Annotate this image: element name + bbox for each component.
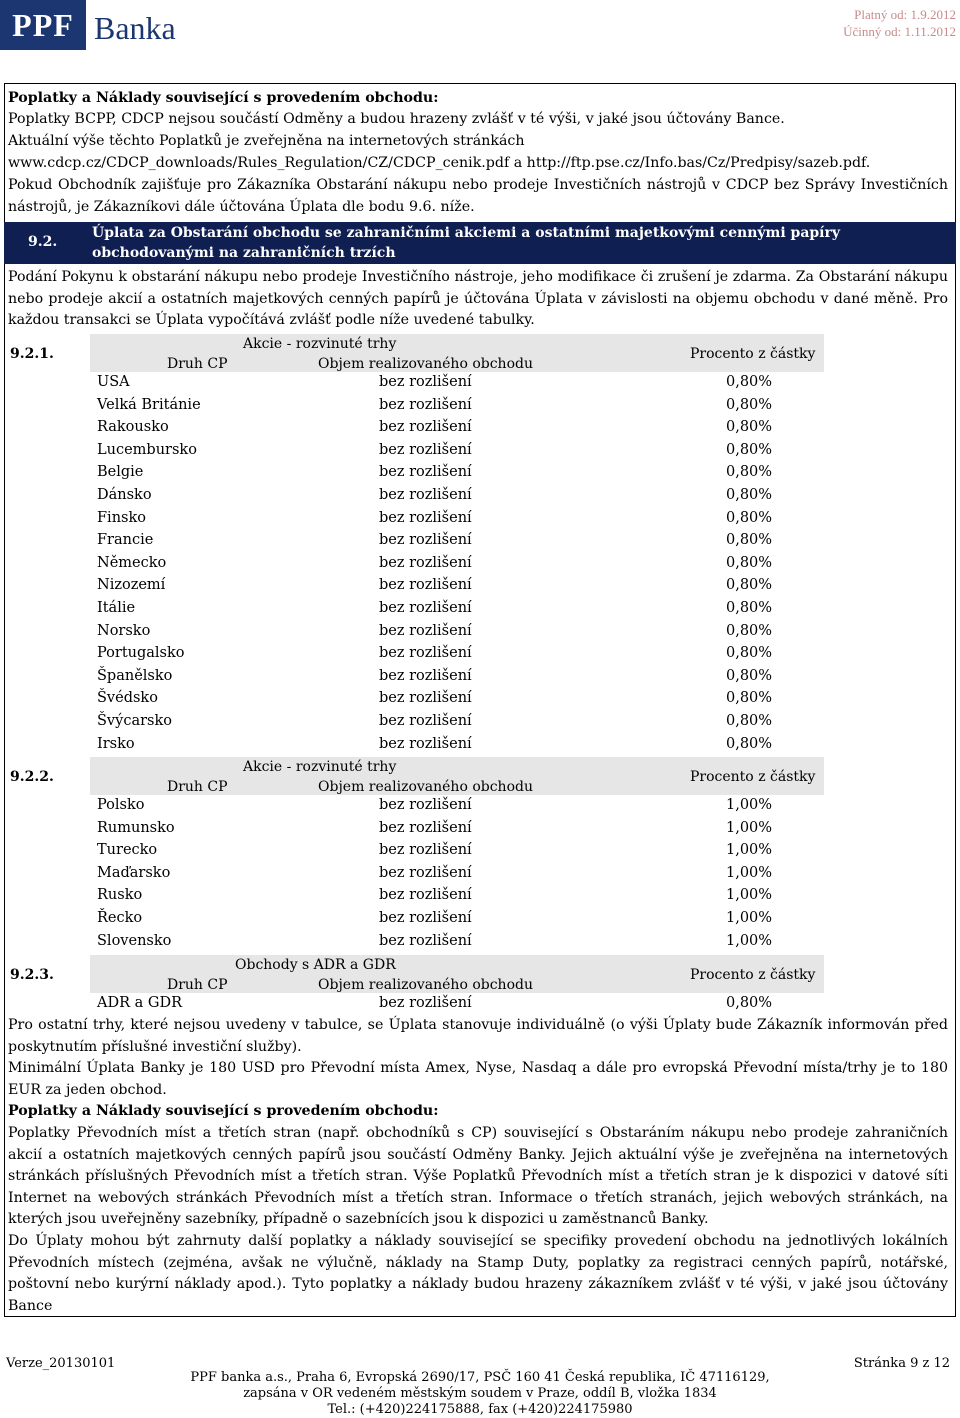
column-header-volume: Objem realizovaného obchodu — [318, 779, 533, 795]
country-cell: Německo — [97, 554, 167, 571]
percent-cell: 0,80% — [726, 509, 773, 526]
paragraph-additional-fees: Do Úplaty mohou být zahrnuty další poplatky a náklady související se specifiky provedení obchodu na jednotlivých lokálních Převodních místech (zejména, avšak ne výlučně, náklady na Stamp Duty, poplatky za registraci cenných papírů, notářské, poštovní nebo kurýrní náklady apod.). Tyto poplatky a náklady budou hrazeny zákazníkem zvlášť v té výši, v jaké jsou účtovány Bance — [8, 1233, 948, 1314]
intro-heading: Poplatky a Náklady související s provedením obchodu: — [8, 90, 439, 106]
column-header-volume: Objem realizovaného obchodu — [318, 977, 533, 993]
volume-cell: bez rozlišení — [379, 577, 472, 594]
column-header-type: Druh CP — [167, 356, 228, 372]
column-header-volume: Objem realizovaného obchodu — [318, 356, 533, 372]
country-cell: ADR a GDR — [97, 995, 183, 1011]
company-contact: Tel.: (+420)224175888, fax (+420)224175980 — [327, 1402, 633, 1417]
country-cell: Lucembursko — [97, 441, 197, 458]
percent-cell: 0,80% — [726, 645, 773, 662]
percent-cell: 1,00% — [726, 819, 773, 836]
logo-text: Banka — [94, 10, 176, 46]
column-header-percent: Procento z částky — [690, 967, 816, 983]
volume-cell: bez rozlišení — [379, 464, 472, 481]
intro-line-4: Pokud Obchodník zajišťuje pro Zákazníka Obstarání nákupu nebo prodeje Investičních nástrojů v CDCP bez Správy Investičních nástrojů, je Zákazníkovi dále účtována Úplata dle bodu 9.6. níže. — [8, 177, 948, 215]
volume-cell: bez rozlišení — [379, 819, 472, 836]
country-cell: Turecko — [97, 842, 158, 859]
country-cell: Francie — [97, 532, 154, 549]
country-cell: Polsko — [97, 797, 145, 813]
percent-cell: 1,00% — [726, 864, 773, 881]
country-cell: Norsko — [97, 622, 151, 639]
percent-cell: 0,80% — [726, 464, 773, 481]
percent-cell: 0,80% — [726, 667, 773, 684]
volume-cell: bez rozlišení — [379, 554, 472, 571]
table-group-label: Obchody s ADR a GDR — [235, 957, 396, 973]
paragraph-minimum-fee: Minimální Úplata Banky je 180 USD pro Převodní místa Amex, Nyse, Nasdaq a dále pro evropská Převodní místa/trhy je to 180 EUR za jeden obchod. — [8, 1060, 948, 1098]
percent-cell: 0,80% — [726, 735, 773, 752]
validity-dates — [843, 6, 956, 40]
fees-heading: Poplatky a Náklady související s provedením obchodu: — [8, 1103, 439, 1119]
volume-cell: bez rozlišení — [379, 797, 472, 813]
valid-from: Platný od: 1.9.2012 — [854, 7, 956, 22]
percent-cell: 1,00% — [726, 887, 773, 904]
country-cell: Maďarsko — [97, 864, 171, 881]
paragraph-third-party-fees: Poplatky Převodních míst a třetích stran (např. obchodníků s CP) související s Obstaráním nákupu nebo prodeje zahraničních akcií a ostatních majetkových cenných papírů jsou součástí Odměny Banky. Jejich aktuální výše je zveřejněna na internetových stránkách příslušných Převodních míst a třetích stran. Výše Poplatků Převodních míst a třetích stran je k dispozici v datové síti Internet na webových stránkách Převodních míst a třetích stran. Informace o třetích stranách, jejich webových stránkách, na kterých jsou uveřejněny sazebníky, případně o sazebnících jsou k dispozici u zaměstnanců Banky. — [8, 1125, 948, 1228]
volume-cell: bez rozlišení — [379, 713, 472, 729]
percent-cell: 0,80% — [726, 577, 773, 594]
table-number: 9.2.1. — [10, 346, 54, 362]
volume-cell: bez rozlišení — [379, 419, 472, 436]
volume-cell: bez rozlišení — [379, 887, 472, 904]
country-cell: Belgie — [97, 464, 144, 481]
volume-cell: bez rozlišení — [379, 864, 472, 881]
company-address: PPF banka a.s., Praha 6, Evropská 2690/17, PSČ 160 41 Česká republika, IČ 47116129, — [190, 1370, 770, 1385]
intro-line-3: www.cdcp.cz/CDCP_downloads/Rules_Regulation/CZ/CDCP_cenik.pdf a http://ftp.pse.cz/Info.bas/Cz/Predpisy/sazeb.pdf. — [8, 155, 871, 171]
country-cell: Itálie — [97, 600, 136, 616]
intro-line-2: Aktuální výše těchto Poplatků je zveřejněna na internetových stránkách — [8, 133, 525, 149]
column-header-type: Druh CP — [167, 977, 228, 993]
percent-cell: 0,80% — [726, 487, 773, 503]
country-cell: Dánsko — [97, 487, 152, 503]
volume-cell: bez rozlišení — [379, 374, 472, 390]
company-info — [0, 1370, 960, 1418]
volume-cell: bez rozlišení — [379, 667, 472, 684]
volume-cell: bez rozlišení — [379, 600, 472, 616]
section-number: 9.2. — [28, 234, 58, 250]
volume-cell: bez rozlišení — [379, 396, 472, 413]
page-number: Stránka 9 z 12 — [853, 1356, 950, 1371]
percent-cell: 0,80% — [726, 419, 773, 436]
country-cell: Rusko — [97, 887, 143, 904]
volume-cell: bez rozlišení — [379, 441, 472, 458]
ppf-banka-logo — [0, 0, 178, 50]
version-label: Verze_20130101 — [6, 1356, 116, 1371]
table-group-label: Akcie - rozvinuté trhy — [243, 336, 397, 352]
country-cell: Nizozemí — [97, 577, 166, 594]
company-registry: zapsána v OR vedeném městským soudem v Praze, oddíl B, vložka 1834 — [243, 1386, 717, 1401]
country-cell: Švýcarsko — [97, 713, 172, 729]
table-group-label: Akcie - rozvinuté trhy — [243, 759, 397, 775]
section-header — [4, 222, 956, 264]
table-number: 9.2.3. — [10, 967, 54, 983]
country-cell: Velká Británie — [97, 396, 201, 413]
country-cell: Finsko — [97, 509, 146, 526]
intro-line-1: Poplatky BCPP, CDCP nejsou součástí Odměny a budou hrazeny zvlášť v té výši, v jaké jsou účtovány Bance. — [8, 111, 785, 127]
column-header-percent: Procento z částky — [690, 346, 816, 362]
section-body: Podání Pokynu k obstarání nákupu nebo prodeje Investičního nástroje, jeho modifikace či zrušení je zdarma. Za Obstarání nákupu nebo prodeje akcií a ostatních majetkových cenných papírů je účtována Úplata v závislosti na objemu obchodu v dané měně. Pro každou transakci se Úplata vypočítává zvlášť podle níže uvedené tabulky. — [8, 269, 948, 329]
country-cell: Slovensko — [97, 932, 172, 949]
volume-cell: bez rozlišení — [379, 910, 472, 926]
percent-cell: 1,00% — [726, 932, 773, 949]
volume-cell: bez rozlišení — [379, 932, 472, 949]
percent-cell: 0,80% — [726, 600, 773, 616]
effective-from: Účinný od: 1.11.2012 — [843, 24, 956, 39]
country-cell: Rakousko — [97, 419, 169, 436]
percent-cell: 0,80% — [726, 396, 773, 413]
percent-cell: 0,80% — [726, 374, 773, 390]
volume-cell: bez rozlišení — [379, 622, 472, 639]
section-title: Úplata za Obstarání obchodu se zahraničními akciemi a ostatními majetkovými cennými papíry obchodovanými na zahraničních trzích — [92, 225, 841, 261]
volume-cell: bez rozlišení — [379, 842, 472, 859]
volume-cell: bez rozlišení — [379, 690, 472, 707]
percent-cell: 0,80% — [726, 532, 773, 549]
table-number: 9.2.2. — [10, 769, 54, 785]
percent-cell: 0,80% — [726, 713, 773, 729]
country-cell: USA — [97, 374, 130, 390]
volume-cell: bez rozlišení — [379, 995, 472, 1011]
country-cell: Švédsko — [97, 690, 158, 707]
percent-cell: 0,80% — [726, 441, 773, 458]
column-header-percent: Procento z částky — [690, 769, 816, 785]
country-cell: Irsko — [97, 735, 135, 752]
volume-cell: bez rozlišení — [379, 645, 472, 662]
percent-cell: 1,00% — [726, 910, 773, 926]
volume-cell: bez rozlišení — [379, 509, 472, 526]
volume-cell: bez rozlišení — [379, 735, 472, 752]
percent-cell: 0,80% — [726, 622, 773, 639]
logo-mark: PPF — [0, 0, 86, 50]
percent-cell: 0,80% — [726, 554, 773, 571]
percent-cell: 1,00% — [726, 797, 773, 813]
country-cell: Portugalsko — [97, 645, 185, 662]
paragraph-other-markets: Pro ostatní trhy, které nejsou uvedeny v tabulce, se Úplata stanovuje individuálně (o výši Úplaty bude Zákazník informován před poskytnutím příslušné investiční služby). — [8, 1017, 948, 1055]
percent-cell: 1,00% — [726, 842, 773, 859]
percent-cell: 0,80% — [726, 690, 773, 707]
volume-cell: bez rozlišení — [379, 487, 472, 503]
country-cell: Řecko — [97, 910, 143, 926]
country-cell: Španělsko — [97, 667, 173, 684]
percent-cell: 0,80% — [726, 995, 773, 1011]
column-header-type: Druh CP — [167, 779, 228, 795]
volume-cell: bez rozlišení — [379, 532, 472, 549]
country-cell: Rumunsko — [97, 819, 175, 836]
